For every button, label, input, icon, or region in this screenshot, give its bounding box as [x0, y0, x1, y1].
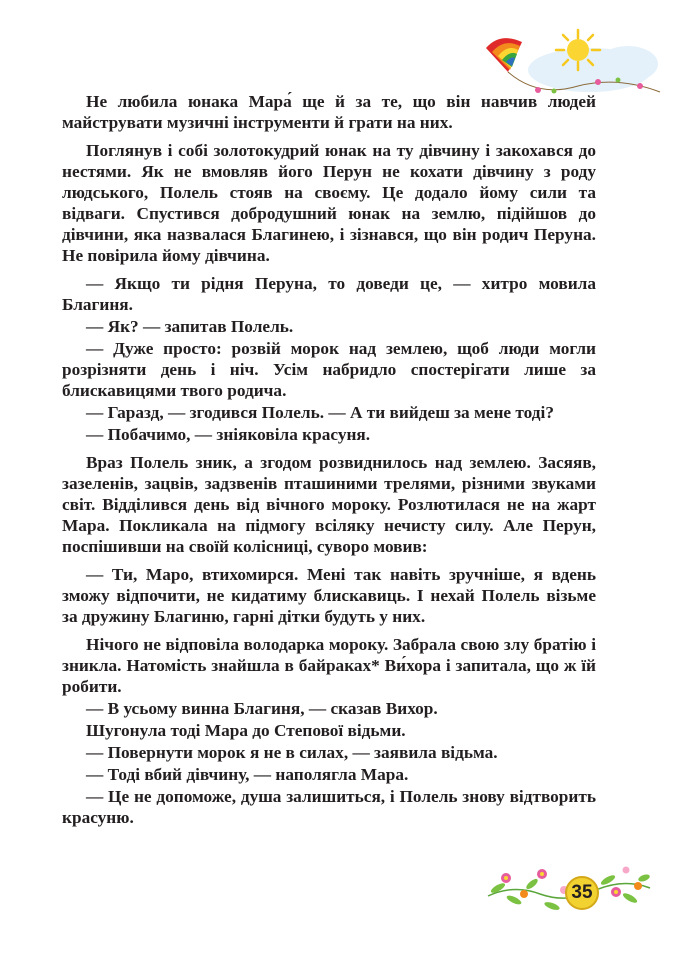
paragraph: — Гаразд, — згодився Полель. — А ти вийдеш за мене тоді? [86, 403, 554, 422]
paragraph: Враз Полель зник, а згодом розвиднилось над землею. Засяяв, зазеленів, зацвів, задзвенів пташиними трелями, різними звуками світ. Відділився день від вічного мороку. Розлютилася не на жарт Мара. Покликала на підмогу всіляку нечисту силу. Але Перун, поспішивши на своїй колісниці, суворо мовив: [62, 453, 596, 556]
paragraph: — Дуже просто: розвій морок над землею, щоб люди могли розрізняти день і ніч. Усім набридло спостерігати лише за блискавицями твого родича. [62, 339, 596, 400]
paragraph: Шугонула тоді Мара до Степової відьми. [86, 721, 406, 740]
paragraph: — Якщо ти рідня Перуна, то доведи це, — хитро мовила Благиня. [62, 274, 596, 314]
paragraph: Нічого не відповіла володарка мороку. Забрала свою злу братію і зникла. Натомість знайшла в байраках* Ви́хора і запитала, що ж їй робити. [62, 635, 596, 696]
page-number: 35 [565, 876, 599, 910]
paragraph: Поглянув і собі золотокудрий юнак на ту дівчину і закохався до нестями. Як не вмовляв його Перун не кохати дівчину з роду людського, Полель стояв на своєму. Це додало йому сили та відваги. Спустився добродушний юнак на землю, підійшов до дівчини, яка назвалася Благинею, і зізнався, що він родич Перуна. Не повірила йому дівчина. [62, 141, 596, 265]
paragraph: — Ти, Маро, втихомирся. Мені так навіть зручніше, я вдень зможу відпочити, не кидатиму блискавиць. І нехай Полель візьме за дружину Благиню, гарні дітки будуть у них. [62, 565, 596, 626]
paragraph: — В усьому винна Благиня, — сказав Вихор. [86, 699, 438, 718]
paragraph: Не любила юнака Мара́ ще й за те, що він навчив людей майструвати музичні інструменти й грати на них. [62, 92, 596, 132]
sun-icon [556, 30, 600, 70]
story-text [62, 91, 596, 829]
paragraph: — Як? — запитав Полель. [86, 317, 294, 336]
paragraph: — Побачимо, — зніяковіла красуня. [86, 425, 371, 444]
paragraph: — Повернути морок я не в силах, — заявила відьма. [86, 743, 498, 762]
paragraph: — Це не допоможе, душа залишиться, і Полель знову відтворить красуню. [62, 787, 596, 827]
paragraph: — Тоді вбий дівчину, — наполягла Мара. [86, 765, 409, 784]
